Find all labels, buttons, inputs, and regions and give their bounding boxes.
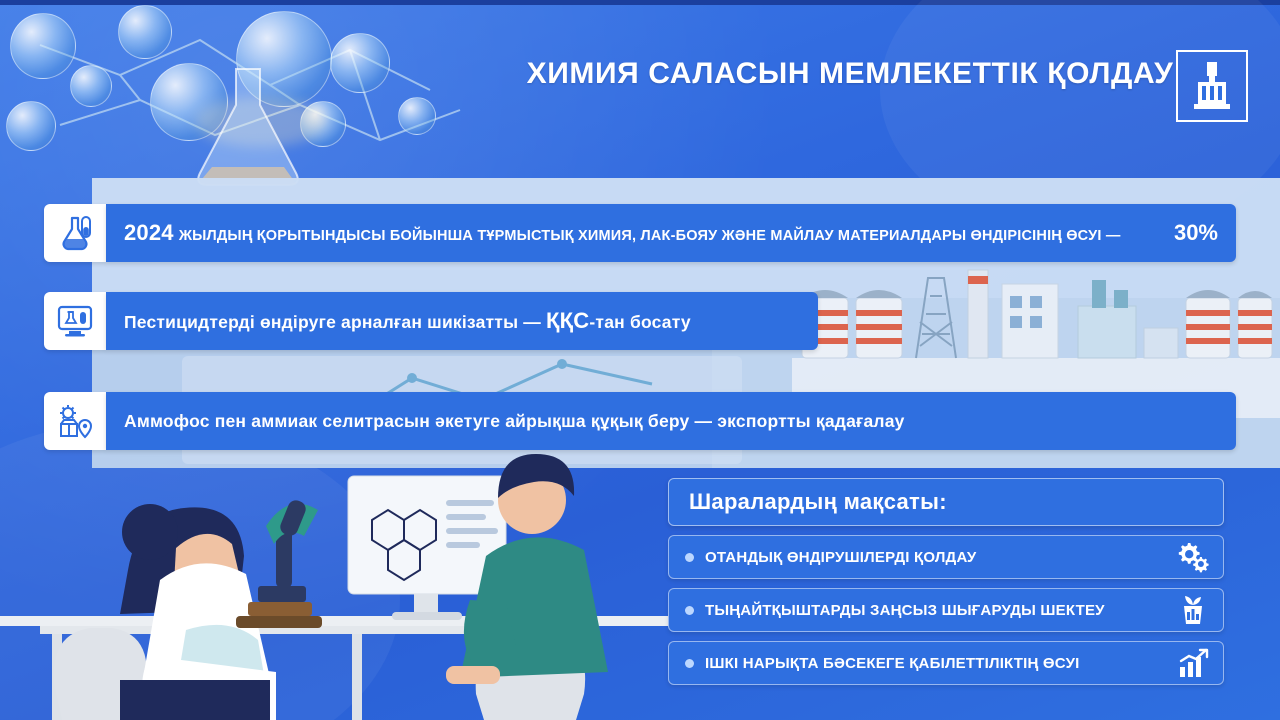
row-text-lead: 2024 bbox=[124, 220, 174, 245]
list-item-label: ТЫҢАЙТҚЫШТАРДЫ ЗАҢСЫЗ ШЫҒАРУДЫ ШЕКТЕУ bbox=[705, 601, 1105, 619]
list-item[interactable] bbox=[668, 588, 1224, 632]
bullet-dot-icon bbox=[685, 606, 694, 615]
bullet-dot-icon bbox=[685, 553, 694, 562]
bubble bbox=[118, 5, 172, 59]
stat-row-production-growth bbox=[44, 204, 1236, 262]
row-text-lead: Аммофос пен аммиак селитрасын әкетуге айрықша құқық беру — экспортты қадағалау bbox=[124, 410, 905, 431]
state-emblem bbox=[1176, 50, 1248, 122]
flask-test-tube-icon bbox=[56, 214, 94, 252]
list-item-label: ІШКІ НАРЫҚТА БӘСЕКЕГЕ ҚАБІЛЕТТІЛІКТІҢ ӨСУІ bbox=[705, 654, 1080, 672]
row-text bbox=[124, 308, 691, 334]
bubble bbox=[10, 13, 76, 79]
row-text bbox=[124, 220, 1121, 246]
logistics-gear-box-icon bbox=[56, 402, 94, 440]
fertilizer-plant-icon bbox=[1169, 592, 1217, 628]
row-text-main: ҚҚС bbox=[546, 308, 590, 333]
row-body bbox=[106, 292, 818, 350]
gears-icon bbox=[1169, 539, 1217, 575]
goals-title: Шаралардың мақсаты: bbox=[689, 489, 947, 514]
fertilizer-plant-icon bbox=[1178, 594, 1208, 626]
row-text-lead: Пестицидтерді өндіруге арналған шикізатты — bbox=[124, 312, 541, 332]
growth-chart-icon bbox=[1177, 647, 1209, 679]
list-item-label: ОТАНДЫҚ ӨНДІРУШІЛЕРДІ ҚОЛДАУ bbox=[705, 548, 977, 566]
bubble bbox=[6, 101, 56, 151]
government-building-icon bbox=[1190, 60, 1234, 112]
page-title: ХИМИЯ САЛАСЫН МЕМЛЕКЕТТІК ҚОЛДАУ bbox=[526, 57, 1174, 90]
row-icon-container bbox=[44, 292, 106, 350]
goals-panel bbox=[668, 478, 1224, 685]
laboratory-flask-icon bbox=[150, 63, 350, 193]
gears-icon bbox=[1176, 541, 1210, 573]
bubble bbox=[70, 65, 112, 107]
row-body bbox=[106, 392, 1236, 450]
list-item[interactable] bbox=[668, 535, 1224, 579]
growth-chart-icon bbox=[1169, 645, 1217, 681]
list-item[interactable] bbox=[668, 641, 1224, 685]
row-text-tail: -тан босату bbox=[589, 312, 691, 332]
computer-chemistry-icon bbox=[56, 302, 94, 340]
stat-row-export-control bbox=[44, 392, 1236, 450]
row-text-main: ЖЫЛДЫҢ ҚОРЫТЫНДЫСЫ БОЙЫНША ТҰРМЫСТЫҚ ХИМИЯ, ЛАК-БОЯУ ЖӘНЕ МАЙЛАУ МАТЕРИАЛДАРЫ ӨНДІРІСІНІҢ ӨСУІ — bbox=[178, 228, 1121, 244]
row-icon-container bbox=[44, 204, 106, 262]
molecule-artwork bbox=[0, 5, 520, 205]
row-value: 30% bbox=[1173, 220, 1218, 245]
stat-row-vat-exemption bbox=[44, 292, 818, 350]
row-icon-container bbox=[44, 392, 106, 450]
bubble bbox=[398, 97, 436, 135]
row-text bbox=[124, 411, 905, 432]
bullet-dot-icon bbox=[685, 659, 694, 668]
row-body bbox=[106, 204, 1236, 262]
goals-title-bar bbox=[668, 478, 1224, 526]
